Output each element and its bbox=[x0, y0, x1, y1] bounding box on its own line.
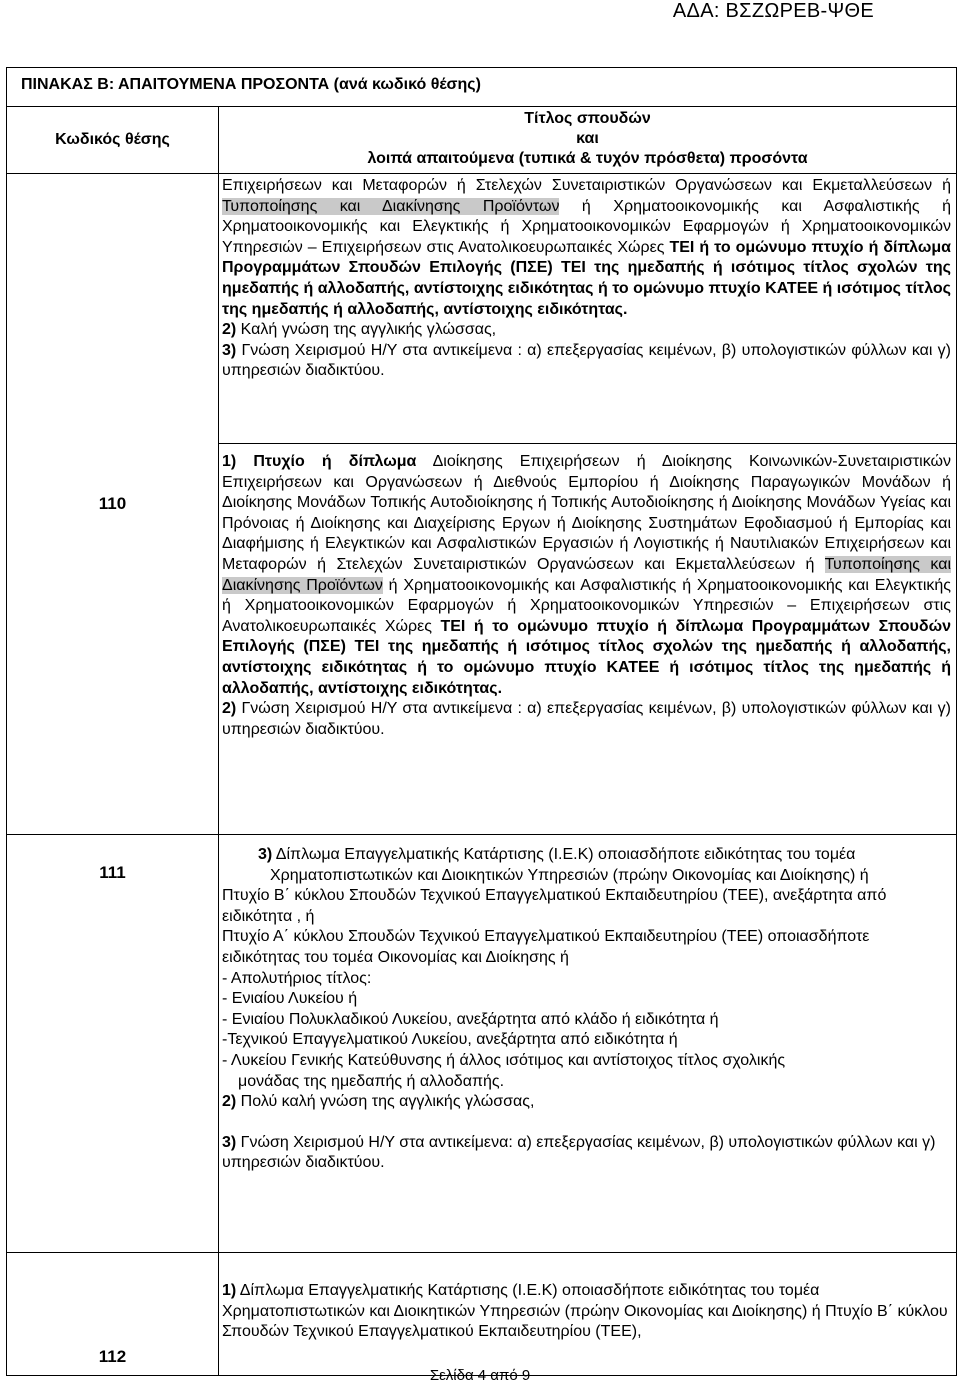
list-item: Πτυχίο Β΄ κύκλου Σπουδών Τεχνικού Επαγγελματικού Εκπαιδευτηρίου (ΤΕΕ), ανεξάρτητα από ειδικότητα , ή bbox=[222, 887, 887, 925]
degree-text: Διοίκησης Επιχειρήσεων ή Διοίκησης Κοινωνικών-Συνεταιριστικών Επιχειρήσεων και Οργανώσεων ή Διεθνούς Εμπορίου ή Διοίκησης Παραγωγικών Μονάδων ή Διοίκησης Μονάδων Τοπικής Αυτοδιοίκησης ή Τοπικής Αυτοδιοίκησης ή Διοίκησης Μονάδων Υγείας και Πρόνοιας ή Διοίκησης και Διαχείρισης Εργων ή Διοίκησης Συστημάτων Εφοδιασμού ή Εμπορίας και Διαφήμισης ή Ελεγκτικών και Ασφαλιστικών Εργασιών ή Λογιστικής ή Ναυτιλιακών Επιχειρήσεων και Μεταφορών ή Στελεχών Συνεταιριστικών Οργανώσεων και Εκμεταλλεύσεων ή bbox=[222, 453, 951, 573]
item-number: 2) bbox=[222, 700, 237, 718]
qualifications-cell-111 bbox=[219, 835, 957, 1253]
column-header-line-3: λοιπά απαιτούμενα (τυπικά & τυχόν πρόσθετα) προσόντα bbox=[367, 150, 808, 167]
page-number: Σελίδα 4 από 9 bbox=[429, 1367, 531, 1384]
item-text: Γνώση Χειρισμού Η/Υ στα αντικείμενα: α) επεξεργασίας κειμένων, β) υπολογιστικών φύλλων και γ) υπηρεσιών διαδικτύου. bbox=[222, 1133, 936, 1172]
requirement-item bbox=[222, 341, 951, 382]
requirements-table bbox=[6, 67, 957, 1376]
position-code-112: 112 bbox=[7, 1253, 219, 1376]
highlighted-text: Τυποποίησης και Διακίνησης Προϊόντων bbox=[222, 555, 952, 594]
position-code-110: 110 bbox=[7, 174, 219, 835]
item-text: Δίπλωμα Επαγγελματικής Κατάρτισης (Ι.Ε.Κ) οποιασδήποτε ειδικότητας του τομέα Χρηματοπιστωτικών και Διοικητικών Υπηρεσιών (πρώην Οικονομίας και Διοίκησης) ή Πτυχίο Β΄ κύκλου Σπουδών Τεχνικού Επαγγελματικού Εκπαιδευτηρίου (ΤΕΕ), bbox=[222, 1282, 948, 1341]
column-header-code: Κωδικός θέσης bbox=[7, 107, 219, 174]
list-item: - Απολυτήριος τίτλος: bbox=[222, 969, 372, 987]
column-header-line-1: Τίτλος σπουδών bbox=[524, 110, 651, 127]
table-row bbox=[7, 1253, 957, 1376]
list-item: Πτυχίο Α΄ κύκλου Σπουδών Τεχνικού Επαγγελματικού Εκπαιδευτηρίου (ΤΕΕ) οποιασδήποτε ειδικότητας του τομέα Οικονομίας και Διοίκησης ή bbox=[222, 928, 870, 966]
degree-text: ή Χρηματοοικονομικής και Ασφαλιστικής ή Χρηματοοικονομικής και Ελεγκτικής ή Χρηματοοικονομικών Εφαρμογών ή Χρηματοοικονομικών Υπηρεσιών – Επιχειρήσεων στις Ανατολικοευρωπαικές Χώρες bbox=[222, 197, 951, 256]
item-number: 1) bbox=[222, 453, 237, 470]
ada-stamp: ΑΔΑ: ΒΣΖΩΡΕΒ-ΨΘΕ bbox=[672, 0, 874, 22]
highlighted-text: Τυποποίησης και Διακίνησης Προϊόντων bbox=[222, 197, 560, 215]
item-number: 3) bbox=[222, 341, 237, 359]
column-header-row bbox=[7, 107, 957, 174]
item-text: Γνώση Χειρισμού Η/Υ στα αντικείμενα : α) επεξεργασίας κειμένων, β) υπολογιστικών φύλλων και γ) υπηρεσιών διαδικτύου. bbox=[222, 341, 951, 380]
item-number: 2) bbox=[222, 321, 237, 339]
item-text: Δίπλωμα Επαγγελματικής Κατάρτισης (Ι.Ε.Κ) οποιασδήποτε ειδικότητας του τομέα Χρηματοπιστωτικών και Διοικητικών Υπηρεσιών (πρώην Οικονομίας και Διοίκησης) ή bbox=[270, 846, 869, 884]
item-number: 3) bbox=[222, 1133, 237, 1151]
degree-bold-text: ΤΕΙ ή το ομώνυμο πτυχίο ή δίπλωμα Προγραμμάτων Σπουδών Επιλογής (ΠΣΕ) ΤΕΙ της ημεδαπής ή ισότιμος τίτλος σχολών της ημεδαπής ή αλλοδαπής, αντίστοιχης ειδικότητας ή το ομώνυμο πτυχίο ΚΑΤΕΕ ή ισότιμος τίτλος της ημεδαπής ή αλλοδαπής, αντίστοιχης ειδικότητας. bbox=[222, 238, 951, 318]
column-header-line-2: και bbox=[576, 130, 599, 147]
degree-paragraph bbox=[222, 176, 951, 320]
requirement-item bbox=[222, 845, 951, 886]
requirement-item bbox=[222, 1281, 951, 1343]
item-number: 1) bbox=[222, 1282, 237, 1299]
requirement-item bbox=[222, 1133, 951, 1174]
table-row bbox=[7, 174, 957, 444]
table-title: ΠΙΝΑΚΑΣ Β: ΑΠΑΙΤΟΥΜΕΝΑ ΠΡΟΣΟΝΤΑ (ανά κωδικό θέσης) bbox=[7, 68, 957, 107]
list-item: μονάδας της ημεδαπής ή αλλοδαπής. bbox=[238, 1072, 505, 1090]
table-row bbox=[7, 835, 957, 1253]
list-item: - Λυκείου Γενικής Κατεύθυνσης ή άλλος ισότιμος και αντίστοιχος τίτλος σχολικής bbox=[222, 1051, 786, 1069]
table-title-row bbox=[7, 68, 957, 107]
item-number: 2) bbox=[222, 1093, 237, 1111]
requirement-item bbox=[222, 1092, 951, 1113]
position-code-111: 111 bbox=[7, 835, 219, 1253]
list-item: - Ενιαίου Πολυκλαδικού Λυκείου, ανεξάρτητα από κλάδο ή ειδικότητα ή bbox=[222, 1010, 719, 1028]
list-item: - Ενιαίου Λυκείου ή bbox=[222, 990, 358, 1008]
degree-text: ή Χρηματοοικονομικής και Ασφαλιστικής ή Χρηματοοικονομικής και Ελεγκτικής ή Χρηματοοικονομικών Εφαρμογών ή Χρηματοοικονομικών Υπηρεσιών – Επιχειρήσεων στις Ανατολικοευρωπαικές Χώρες bbox=[222, 576, 951, 635]
degree-paragraph bbox=[222, 452, 951, 699]
degree-bold-text: ΤΕΙ ή το ομώνυμο πτυχίο ή δίπλωμα Προγραμμάτων Σπουδών Επιλογής (ΠΣΕ) ΤΕΙ της ημεδαπής ή ισότιμος τίτλος σχολών της ημεδαπής ή αλλοδαπής, αντίστοιχης ειδικότητας ή το ομώνυμο πτυχίο ΚΑΤΕΕ ή ισότιμος τίτλος της ημεδαπής ή αλλοδαπής, αντίστοιχης ειδικότητας. bbox=[222, 617, 951, 697]
qualifications-cell-continued bbox=[219, 174, 957, 444]
item-text: Γνώση Χειρισμού Η/Υ στα αντικείμενα : α) επεξεργασίας κειμένων, β) υπολογιστικών φύλλων και γ) υπηρεσιών διαδικτύου. bbox=[222, 700, 951, 738]
degree-text: Επιχειρήσεων και Μεταφορών ή Στελεχών Συνεταιριστικών Οργανώσεων και Εκμεταλλεύσεων ή bbox=[222, 177, 951, 194]
item-text: Καλή γνώση της αγγλικής γλώσσας, bbox=[236, 321, 497, 339]
item-text: Πολύ καλή γνώση της αγγλικής γλώσσας, bbox=[236, 1093, 535, 1111]
column-header-qualifications bbox=[219, 107, 957, 174]
degree-bold-text: Πτυχίο ή δίπλωμα bbox=[236, 453, 417, 470]
item-number: 3) bbox=[258, 846, 273, 863]
requirement-item bbox=[222, 320, 951, 341]
qualifications-cell-112 bbox=[219, 1253, 957, 1376]
requirement-item bbox=[222, 699, 951, 740]
list-item: -Τεχνικού Επαγγελματικού Λυκείου, ανεξάρτητα από ειδικότητα ή bbox=[222, 1031, 678, 1049]
qualifications-cell-110 bbox=[219, 444, 957, 835]
